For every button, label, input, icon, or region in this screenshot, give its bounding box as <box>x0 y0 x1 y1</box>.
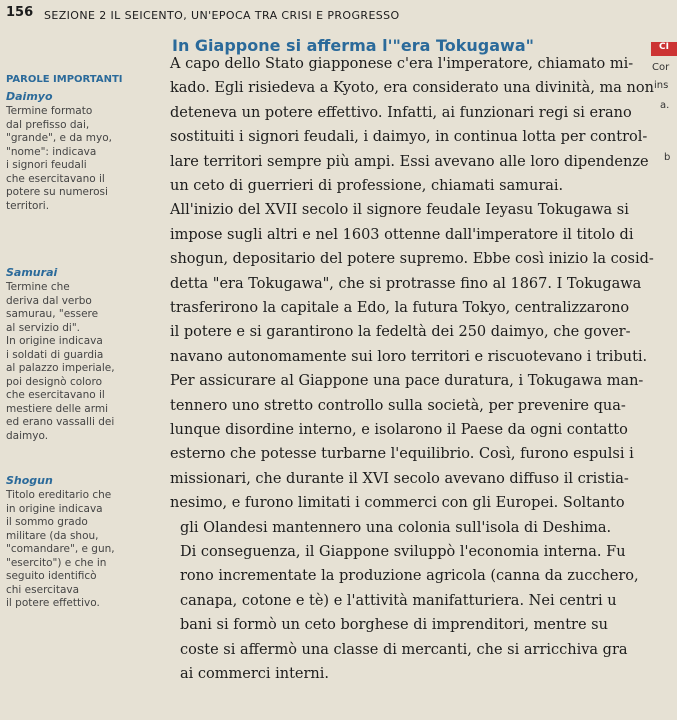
margin-tab: CI <box>651 42 677 56</box>
text-line: lare territori sempre più ampi. Essi avevano alle loro dipendenze <box>170 153 649 170</box>
text-line: coste si affermò una classe di mercanti, che si arricchiva gra <box>180 641 628 658</box>
glossary-definition-line: seguito identificò <box>6 570 97 582</box>
glossary-definition-line: territori. <box>6 199 50 212</box>
text-line: il potere e si garantirono la fedeltà dei 250 daimyo, che gover- <box>170 324 631 341</box>
glossary-definition-line: in origine indicava <box>6 502 103 515</box>
glossary-definition-line: il potere effettivo. <box>6 597 100 609</box>
text-line: shogun, depositario del potere supremo. Ebbe così inizio la cosid- <box>170 251 654 268</box>
glossary-term: Daimyo <box>6 90 53 103</box>
margin-note: Cor <box>652 62 670 73</box>
text-line: bani si formò un ceto borghese di imprenditori, mentre su <box>180 617 608 634</box>
text-line: canapa, cotone e tè) e l'attività manifatturiera. Nei centri u <box>180 592 617 609</box>
text-line: detta "era Tokugawa", che si protrasse fino al 1867. I Tokugawa <box>170 275 642 292</box>
glossary-term: Shogun <box>6 474 53 487</box>
text-line: esterno che potesse turbarne l'equilibrio. Così, furono espulsi i <box>170 446 634 463</box>
glossary-definition-line: Termine che <box>6 281 70 293</box>
glossary-definition-line: mestiere delle armi <box>6 402 109 415</box>
glossary-definition-line: militare (da shou, <box>6 529 99 542</box>
text-line: gli Olandesi mantennero una colonia sull'isola di Deshima. <box>180 519 612 536</box>
glossary-definition-line: daimyo. <box>6 429 49 442</box>
glossary-definition-line: al servizio di". <box>6 321 81 334</box>
text-line: navano autonomamente sui loro territori e riscuotevano i tributi. <box>170 348 648 365</box>
text-line: Per assicurare al Giappone una pace duratura, i Tokugawa man- <box>170 373 644 390</box>
glossary-definition-line: i signori feudali <box>6 159 87 171</box>
glossary-definition-line: In origine indicava <box>6 335 103 347</box>
glossary-term: Samurai <box>6 266 58 279</box>
page-number: 156 <box>6 5 34 20</box>
glossary-definition-line: che esercitavano il <box>6 389 105 401</box>
text-line: A capo dello Stato giapponese c'era l'imperatore, chiamato mi- <box>170 56 634 72</box>
text-line: missionari, che durante il XVI secolo avevano diffuso il cristia- <box>170 470 629 487</box>
margin-note: a. <box>660 100 670 111</box>
text-line: lunque disordine interno, e isolarono il Paese da ogni contatto <box>170 422 628 438</box>
text-line: deteneva un potere effettivo. Infatti, ai funzionari regi si erano <box>170 104 632 121</box>
glossary-definition-line: "comandare", e gun, <box>6 543 115 555</box>
glossary-definition-line: samurau, "essere <box>6 308 99 320</box>
glossary-definition-line: al palazzo imperiale, <box>6 362 115 374</box>
text-line: nesimo, e furono limitati i commerci con gli Europei. Soltanto <box>170 495 625 512</box>
section-title: In Giappone si afferma l'"era Tokugawa" <box>172 36 534 55</box>
glossary-definition-line: il sommo grado <box>6 516 88 528</box>
text-line: kado. Egli risiedeva a Kyoto, era considerato una divinità, ma non <box>170 80 654 97</box>
glossary-definition-line: potere su numerosi <box>6 186 108 198</box>
glossary-definition-line: Termine formato <box>6 105 93 117</box>
text-line: ai commerci interni. <box>180 666 330 682</box>
glossary-definition-line: poi designò coloro <box>6 375 102 388</box>
glossary-definition-line: "grande", e da myo, <box>6 132 112 144</box>
glossary-definition-line: chi esercitava <box>6 583 80 596</box>
glossary-definition-line: che esercitavano il <box>6 172 105 185</box>
glossary-definition-line: i soldati di guardia <box>6 348 104 361</box>
glossary-definition-line: deriva dal verbo <box>6 294 92 307</box>
text-line: All'inizio del XVII secolo il signore feudale Ieyasu Tokugawa si <box>170 202 629 219</box>
text-line: un ceto di guerrieri di professione, chiamati samurai. <box>170 178 564 194</box>
text-line: trasferirono la capitale a Edo, la futura Tokyo, centralizzarono <box>170 300 630 316</box>
glossary-definition-line: "nome": indicava <box>6 145 97 158</box>
margin-note: b <box>664 152 671 163</box>
glossary-heading: PAROLE IMPORTANTI <box>6 74 123 85</box>
text-line: Di conseguenza, il Giappone sviluppò l'economia interna. Fu <box>180 544 626 560</box>
glossary-definition-line: Titolo ereditario che <box>6 489 112 501</box>
margin-note: ins <box>654 80 669 91</box>
text-line: sostituiti i signori feudali, i daimyo, in continua lotta per control- <box>170 129 648 146</box>
glossary-definition-line: dal prefisso dai, <box>6 118 90 131</box>
text-line: tennero uno stretto controllo sulla società, per prevenire qua- <box>170 397 626 414</box>
chapter-title: SEZIONE 2 IL SEICENTO, UN'EPOCA TRA CRISI E PROGRESSO <box>44 9 400 22</box>
glossary-definition-line: ed erano vassalli dei <box>6 416 115 428</box>
glossary-definition-line: "esercito") e che in <box>6 556 107 569</box>
text-line: impose sugli altri e nel 1603 ottenne dall'imperatore il titolo di <box>170 226 634 243</box>
text-line: rono incrementate la produzione agricola (canna da zucchero, <box>180 568 639 585</box>
